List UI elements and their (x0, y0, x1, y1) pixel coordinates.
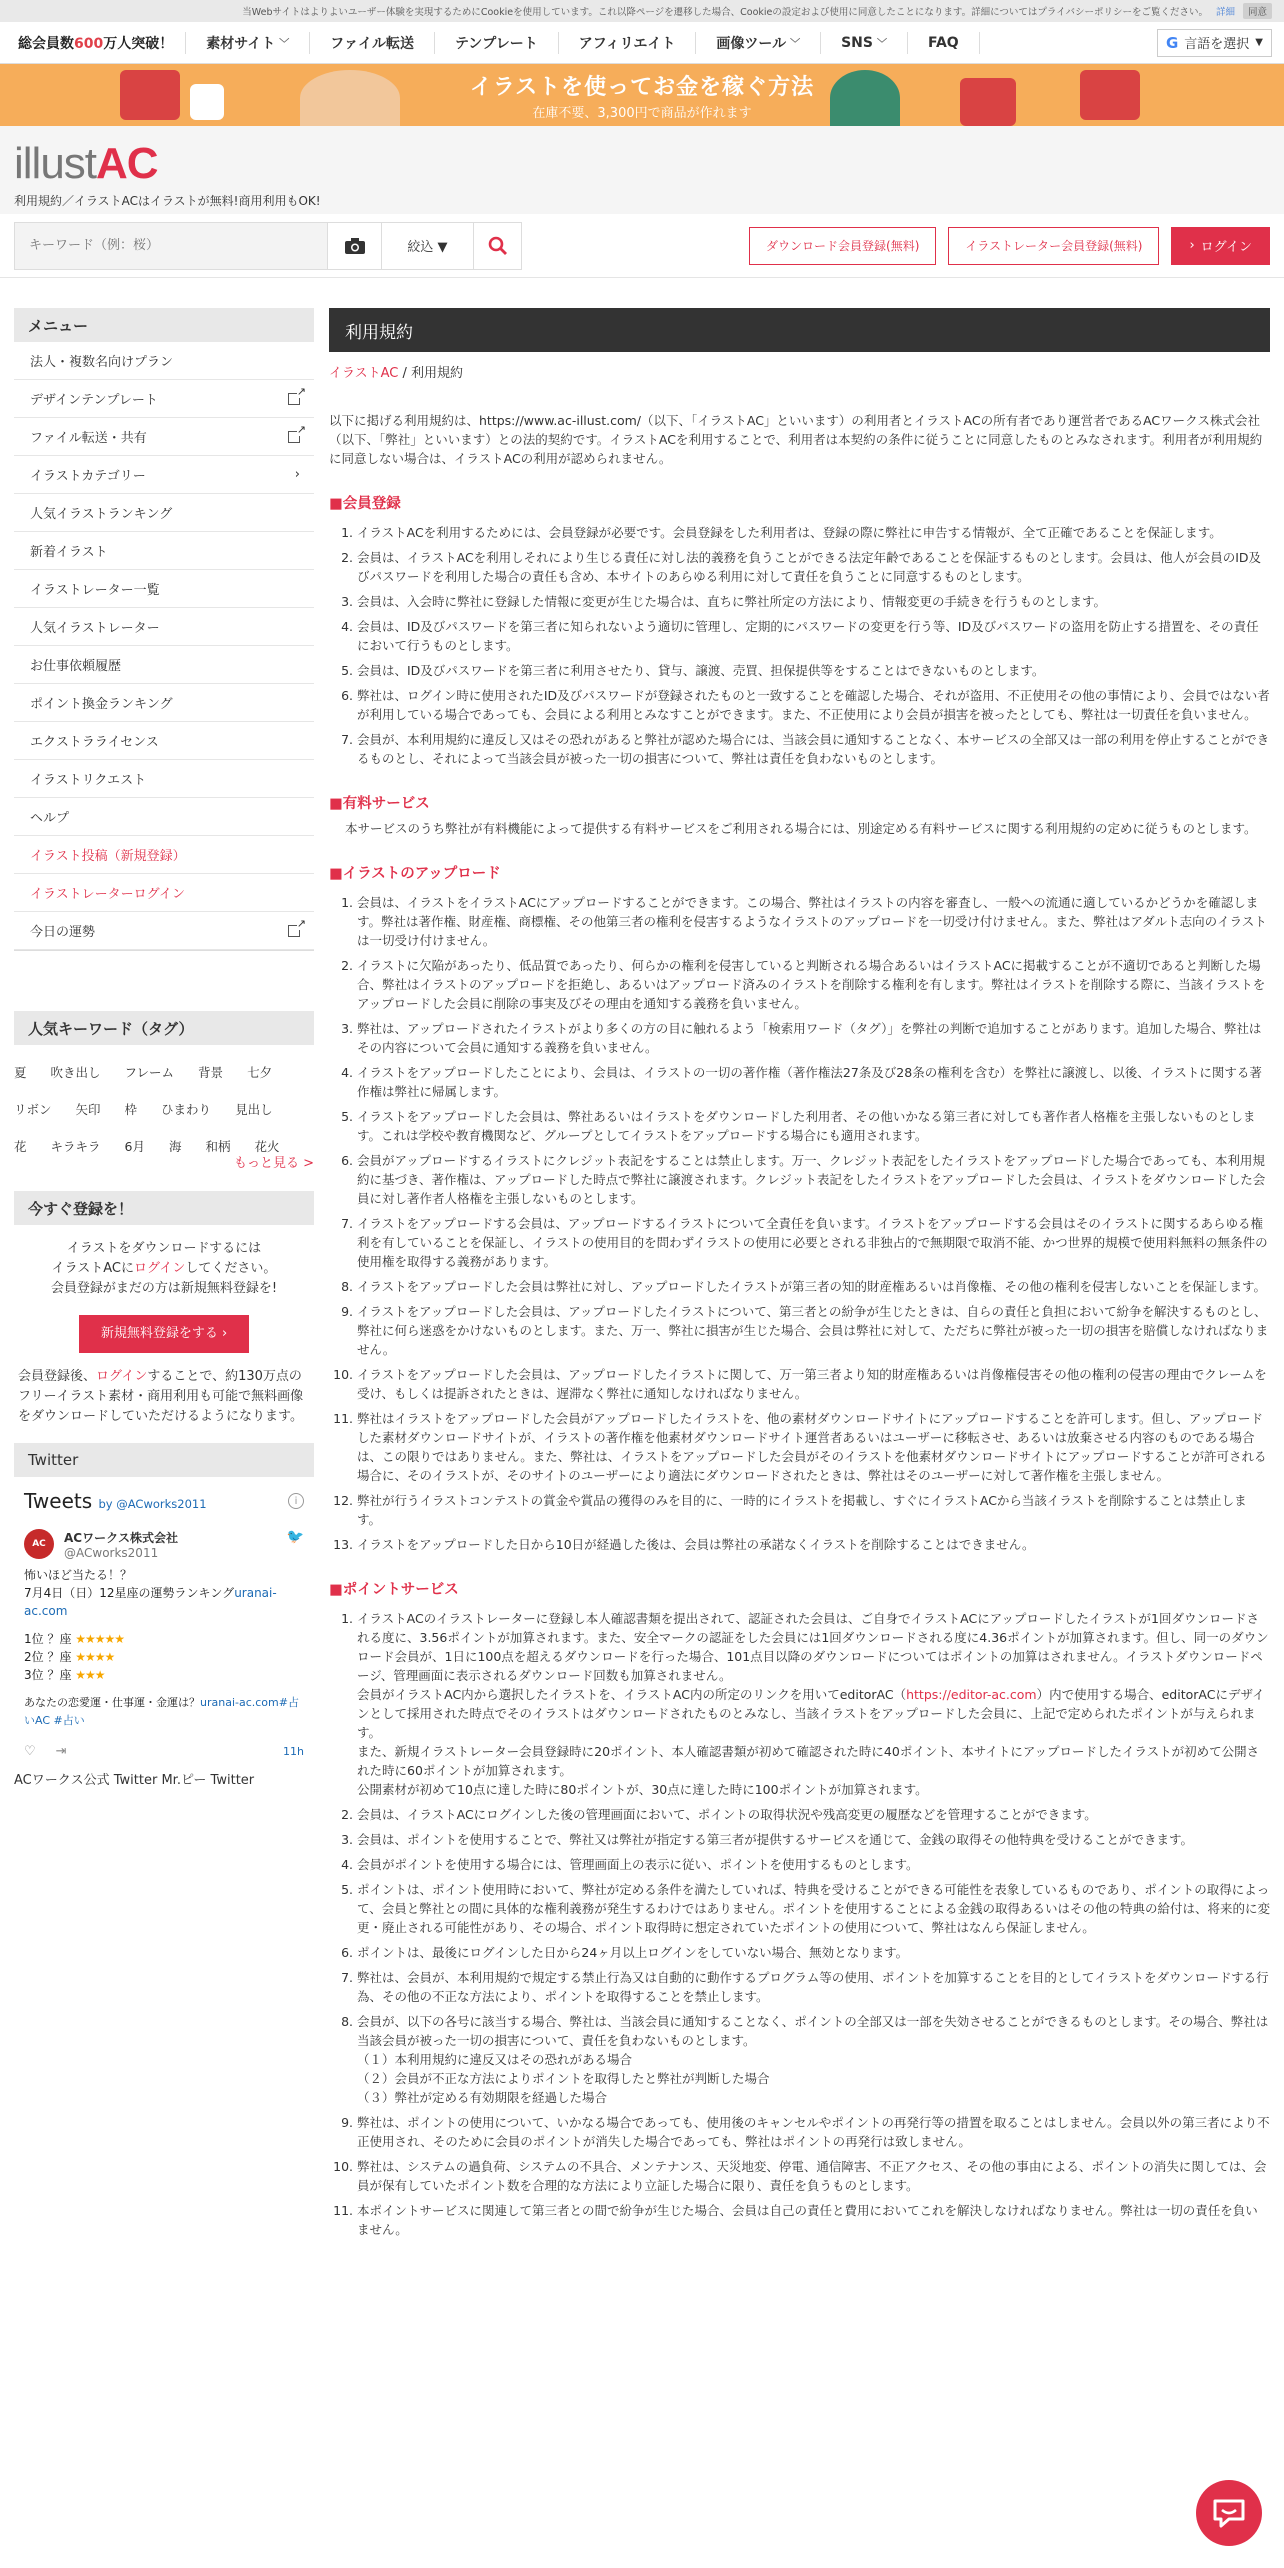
point-list (329, 1609, 1270, 2239)
list-item: 13. イラストをアップロードした日から10日が経過した後は、会員は弊社の承諾なくイラストを削除することはできません。 (357, 1535, 1270, 1554)
section-heading: ■ポイントサービス (329, 1582, 459, 1598)
sidebar-item-category[interactable]: イラストカテゴリー › (14, 456, 314, 494)
list-item: 3. 会員は、入会時に弊社に登録した情報に変更が生じた場合は、直ちに弊社所定の方法により、情報変更の手続きを行うものとします。 (357, 592, 1270, 611)
site-tagline: 利用規約／イラストACはイラストが無料!商用利用もOK! (14, 194, 321, 208)
main-content (329, 308, 1270, 2245)
login-link[interactable]: ログイン (133, 1261, 186, 1276)
cookie-detail-link[interactable]: 詳細 (1215, 7, 1235, 18)
person-illustration (830, 70, 900, 126)
breadcrumb: イラストAC / 利用規約 (329, 366, 464, 381)
tshirt-illustration (120, 70, 180, 120)
twitter-timeline: Tweets by @ACworks2011 i AC ACワークス株式会社 @ACworks2011 🐦 怖いほど当たる！？ 7月4日（日）12星座の運勢ランキングuranai-ac.com 1位 ？座 ★★★★★ 2位 ？座 ★★★★ 3位 ？座 ★★★ あなたの恋愛運・仕事運・金運は？uranai-ac.com#占いAC #占い ♡ ⇥ 11h (24, 1489, 304, 1759)
heart-icon[interactable]: ♡ (24, 1744, 36, 1759)
list-item: 7. 弊社は、会員が、本利用規約で規定する禁止行為又は自動的に動作するプログラム等の使用、ポイントを加算することを目的としてイラストをダウンロードする行為、その他の不正な方法により、ポイントを取得することを禁止します。 (357, 1968, 1270, 2006)
section-heading: ■イラストのアップロード (329, 866, 501, 882)
top-nav (0, 22, 1284, 64)
list-item: 6. 弊社は、ログイン時に使用されたID及びパスワードが登録されたものと一致することを確認した場合、それが盗用、不正使用その他の事情により、会員ではない者が利用している場合であっても、会員による利用とみなすことができます。また、不正使用により会員が損害を被ったとしても、弊社は一切責任を負いません。 (357, 686, 1270, 724)
external-link-icon (288, 393, 300, 405)
sidebar-item-post-illust[interactable]: イラスト投稿（新規登録） (14, 836, 314, 874)
site-logo[interactable]: illustAC (14, 139, 158, 188)
sidebar-item-help[interactable]: ヘルプ (14, 798, 314, 836)
list-item: 12. 弊社が行うイラストコンテストの賞金や賞品の獲得のみを目的に、一時的にイラストを掲載し、すぐにイラストACから当該イラストを削除することは禁止します。 (357, 1491, 1270, 1529)
list-item: 5. イラストをアップロードした会員は、弊社あるいはイラストをダウンロードした利用者、その他いかなる第三者に対しても著作者人格権を主張しないものとします。これは学校や教育機関など、グループとしてイラストをアップロードする場合にも適用されます。 (357, 1107, 1270, 1145)
upload-list (329, 893, 1270, 1554)
nav-faq[interactable]: FAQ (907, 32, 980, 54)
sidebar-menu (14, 342, 314, 951)
keyword-tag[interactable]: フレーム (124, 1064, 175, 1080)
tweet-time[interactable]: 11h (283, 1745, 304, 1758)
share-icon[interactable]: ⇥ (55, 1744, 67, 1759)
keyword-tag[interactable]: リボン (14, 1101, 52, 1117)
list-item: 4. 会員がポイントを使用する場合には、管理画面上の表示に従い、ポイントを使用するものとします。 (357, 1855, 1270, 1874)
info-icon[interactable]: i (288, 1493, 304, 1509)
chat-icon (1211, 2497, 1247, 2529)
register-heading: 今すぐ登録を！ (14, 1191, 314, 1225)
cookie-notice (0, 0, 1284, 22)
keyword-tag[interactable]: 背景 (198, 1064, 224, 1080)
banner-title: イラストを使ってお金を稼ぐ方法 (469, 74, 815, 100)
list-item: 2. 会員は、イラストACにログインした後の管理画面において、ポイントの取得状況や残高変更の履歴などを管理することができます。 (357, 1805, 1270, 1824)
keyword-tag[interactable]: 矢印 (75, 1101, 101, 1117)
list-item: 3. 会員は、ポイントを使用することで、弊社又は弊社が指定する第三者が提供するサービスを通じて、金銭の取得その他特典を受けることができます。 (357, 1830, 1270, 1849)
sidebar-item-request[interactable]: イラストリクエスト (14, 760, 314, 798)
banner-subtitle: 在庫不要、3,300円で商品が作れます (532, 105, 752, 121)
tweet-author[interactable]: AC ACワークス株式会社 @ACworks2011 🐦 (24, 1529, 304, 1560)
login-link[interactable]: ログイン (96, 1369, 148, 1384)
search-input[interactable] (15, 223, 327, 269)
list-item: 5. 会員は、ID及びパスワードを第三者に利用させたり、貸与、譲渡、売買、担保提供等をすることはできないものとします。 (357, 661, 1270, 680)
camera-icon[interactable] (327, 223, 381, 269)
twitter-footer-links[interactable]: ACワークス公式 Twitter Mr.ピー Twitter (14, 1773, 255, 1788)
tweet-link[interactable]: uranai-ac.com#占いAC #占い (24, 1696, 299, 1727)
download-member-register-button[interactable]: ダウンロード会員登録(無料) (749, 227, 936, 265)
list-item: 8. 会員が、以下の各号に該当する場合、弊社は、当該会員に通知することなく、ポイントの全部又は一部を失効させることができるものとします。その場合、弊社は当該会員が被った一切の損害について、責任を負わないものとします。 （１）本利用規約に違反又はその恐れがある場合 （２）会員が不正な方法によりポイントを取得したと弊社が判断した場合 （３）弊社が定める有効期限を経過した場合 (357, 2012, 1270, 2107)
cookie-agree-button[interactable]: 同意 (1243, 3, 1272, 19)
cookie-text: 当Webサイトはよりよいユーザー体験を実現するためにCookieを使用しています。これ以降ページを遷移した場合、Cookieの設定および使用に同意したことになります。詳細についてはプライバシーポリシーをご覧ください。 (242, 7, 1208, 18)
keyword-tag[interactable]: キラキラ (50, 1138, 101, 1154)
list-item: 5. ポイントは、ポイント使用時において、弊社が定める条件を満たしていれば、特典を受けることができる可能性を表象しているものであり、ポイントの取得によって、会員と弊社との間に具体的な権利義務が発生するわけではありません。ポイントを使用することによる金銭の取得あるいはその他の特典の給付は、将来的に変更・廃止される可能性があり、その場合、ポイント取得時に想定されていたポイントの使用について、弊社はなんら保証しません。 (357, 1880, 1270, 1937)
list-item: 2. イラストに欠陥があったり、低品質であったり、何らかの権利を侵害していると判断される場合あるいはイラストACに掲載することが不適切であると判断した場合、弊社はイラストのアップロードを拒絶し、あるいはアップロード済みのイラストを削除する権利を有します。弊社はイラストを削除する際に、当該イラストをアップロードした会員に削除の事実及びその理由を通知する義務を負いません。 (357, 956, 1270, 1013)
nav-image-tools[interactable]: 画像ツール ﹀ (695, 32, 820, 54)
mug-illustration (190, 84, 224, 120)
sidebar-item-fortune[interactable]: 今日の運勢 ↗ (14, 912, 314, 950)
sidebar-item-extra-license[interactable]: エクストラライセンス (14, 722, 314, 760)
nav-file-transfer[interactable]: ファイル転送 (309, 32, 434, 54)
sidebar-item-corporate-plan[interactable]: 法人・複数名向けプラン (14, 342, 314, 380)
avatar: AC (24, 1529, 54, 1559)
member-count: 総会員数600万人突破！ (18, 35, 174, 52)
sidebar-item-point-ranking[interactable]: ポイント換金ランキング (14, 684, 314, 722)
register-box: イラストをダウンロードするには イラストACにログインしてください。 会員登録がまだの方は新規無料登録を! 新規無料登録をする › 会員登録後、ログインすることで、約130万点のフリーイラスト素材・商用利用も可能で無料画像をダウンロードしていただけるようになります。 (18, 1241, 304, 1424)
intro-text: 以下に掲げる利用規約は、https://www.ac-illust.com/（以下、「イラストAC」といいます）の利用者とイラストACの所有者であり運営者であるACワークス株式会社（以下、「弊社」といいます）との法的契約です。イラストACを利用することで、利用者は本契約の条件に従うことに同意したものとみなされます。利用者が利用規約に同意しない場合は、イラストACの利用が認められません。 (329, 413, 1263, 466)
external-link-icon (288, 431, 300, 443)
nav-affiliate[interactable]: アフィリエイト (558, 32, 696, 54)
sidebar-item-file-transfer[interactable]: ファイル転送・共有 ↗ (14, 418, 314, 456)
list-item: 11. 弊社はイラストをアップロードした会員がアップロードしたイラストを、他の素材ダウンロードサイトにアップロードすることを許可します。但し、アップロードした素材ダウンロードサイトが、イラストの著作権を他素材ダウンロードサイト運営者あるいはユーザーに移転させ、あるいは放棄させる内容のものである場合は、この限りではありません。また、弊社は、イラストをアップロードした会員がそのイラストを他素材ダウンロードサイトにアップロードすることが許可される場合に、そのイラストが、そのサイトのユーザーにより適法にダウンロードされたときは、弊社はそのユーザーに対して著作権を主張しません。 (357, 1409, 1270, 1485)
logo-area (0, 126, 1284, 214)
nav-template[interactable]: テンプレート (434, 32, 558, 54)
twitter-bird-icon: 🐦 (286, 1529, 304, 1545)
language-select[interactable]: G 言語を選択 ▼ (1157, 29, 1272, 57)
filter-select[interactable]: 絞込 ▼ (381, 223, 473, 269)
section-heading: ■会員登録 (329, 496, 401, 512)
bag-illustration (960, 78, 1016, 126)
list-item: 2. 会員は、イラストACを利用しそれにより生じる責任に対し法的義務を負うことができる法定年齢であることを保証するものとします。会員は、他人が会員のID及びパスワードを利用した場合の責任も含め、本サイトのあらゆる利用に対して責任を負うことに同意するものとします。 (357, 548, 1270, 586)
keyword-tag[interactable]: 海 (168, 1138, 182, 1154)
keyword-tag[interactable]: 七夕 (247, 1064, 273, 1080)
tweet-text: 怖いほど当たる！？ 7月4日（日）12星座の運勢ランキングuranai-ac.com 1位 ？座 ★★★★★ 2位 ？座 ★★★★ 3位 ？座 ★★★ あなたの恋愛運・仕事運・金運は？uranai-ac.com#占いAC #占い (24, 1568, 299, 1727)
keyword-heading: 人気キーワード（タグ） (14, 1011, 314, 1045)
keyword-tag[interactable]: ひまわり (161, 1101, 212, 1117)
list-item: 11. 本ポイントサービスに関連して第三者との間で紛争が生じた場合、会員は自己の責任と費用においてこれを解決しなければなりません。弊社は一切の責任を負いません。 (357, 2201, 1270, 2239)
sidebar-item-ranking[interactable]: 人気イラストランキング (14, 494, 314, 532)
sidebar-item-illustrator-login[interactable]: イラストレーターログイン (14, 874, 314, 912)
membership-list (329, 523, 1270, 768)
twitter-heading: Twitter (14, 1443, 314, 1477)
list-item: 6. 会員がアップロードするイラストにクレジット表記をすることは禁止します。万一、クレジット表記をしたイラストをアップロードした場合であっても、本利用規約に基づき、著作権は、アップロードした時点で弊社に譲渡されます。クレジット表記をしたイラストをアップロードした会員は、イラストをダウンロードした会員に対し著作者人格権を主張しないものとします。 (357, 1151, 1270, 1208)
twitter-handle-link[interactable]: by @ACworks2011 (98, 1497, 207, 1511)
sidebar-item-popular-illustrators[interactable]: 人気イラストレーター (14, 608, 314, 646)
sidebar (14, 308, 314, 2245)
list-item: 6. ポイントは、最後にログインした日から24ヶ月以上ログインをしていない場合、無効となります。 (357, 1943, 1270, 1962)
sidebar-item-job-history[interactable]: お仕事依頼履歴 (14, 646, 314, 684)
chevron-down-icon: ﹀ (279, 39, 290, 50)
chat-button[interactable] (1196, 2480, 1262, 2546)
keyword-tag[interactable]: 枠 (124, 1101, 138, 1117)
list-item: 8. イラストをアップロードした会員は弊社に対し、アップロードしたイラストが第三者の知的財産権あるいは肖像権、その他の権利を侵害しないことを保証します。 (357, 1277, 1270, 1296)
keyword-tag[interactable]: 6月 (124, 1138, 145, 1154)
list-item: 4. イラストをアップロードしたことにより、会員は、イラストの一切の著作権（著作権法27条及び28条の権利を含む）を弊社に譲渡し、以後、イラストに関する著作権は弊社に帰属します。 (357, 1063, 1270, 1101)
paid-service-text: 本サービスのうち弊社が有料機能によって提供する有料サービスをご利用される場合には、別途定める有料サービスに関する利用規約の定めに従うものとします。 (345, 821, 1257, 836)
person-illustration (300, 70, 400, 126)
breadcrumb-home[interactable]: イラストAC (329, 366, 399, 381)
illustrator-register-button[interactable]: イラストレーター会員登録(無料) (948, 227, 1159, 265)
list-item: 1. イラストACのイラストレーターに登録し本人確認書類を提出されて、認証された会員は、ご自身でイラストACにアップロードしたイラストが1回ダウンロードされる度に、3.56ポイントが加算されます。また、安全マークの認証をした会員には1回ダウンロードされる度に4.36ポイントが加算されます。但し、同一のダウンロード会員が、1日に100点を超えるダウンロードを行った場合、101点目以降のダウンロードについてはポイントの加算はされません。イラストダウンロードページ、管理画面に表示されるダウンロード回数も加算されません。 会員がイラストAC内から選択したイラストを、イラストAC内の所定のリンクを用いてeditorAC（https://editor-ac.com）内で使用する場合、editorACにデザインとして採用された時点でそのイラストはダウンロードされたものとみなし、当該イラストをアップロードした会員に、上記で定められたポイントが与えられます。 また、新規イラストレーター会員登録時に20ポイント、本人確認書類が初めて確認された時に40ポイント、本サイトにアップロードしたイラストが初めて公開された時に60ポイントが加算されます。 公開素材が初めて10点に達した時に80ポイントが、30点に達した時に100ポイントが加算されます。 (357, 1609, 1270, 1799)
list-item: 3. 弊社は、アップロードされたイラストがより多くの方の目に触れるよう「検索用ワード（タグ）」を弊社の判断で追加することがあります。追加した場合、弊社はその内容について会員に通知する義務を負いません。 (357, 1019, 1270, 1057)
sidebar-item-design-template[interactable]: デザインテンプレート ↗ (14, 380, 314, 418)
keyword-tag[interactable]: 花火 (254, 1138, 280, 1154)
more-keywords-link[interactable]: もっと見る > (233, 1156, 314, 1171)
list-item: 1. 会員は、イラストをイラストACにアップロードすることができます。この場合、弊社はイラストの内容を審査し、一般への流通に適しているかどうかを確認します。弊社は著作権、財産権、商標権、その他第三者の権利を侵害するようなイラストのアップロードを一切受け付けません。また、弊社はアダルト志向のイラストは一切受け付けません。 (357, 893, 1270, 950)
list-item: 9. イラストをアップロードした会員は、アップロードしたイラストについて、第三者との紛争が生じたときは、自らの責任と負担において紛争を解決するものとし、弊社に何ら迷惑をかけないものとします。また、万一、弊社に損害が生じた場合、会員は弊社に対して、ただちに弊社が被った一切の損害を賠償しなければなりません。 (357, 1302, 1270, 1359)
keyword-list (14, 1045, 314, 1164)
search-icon[interactable] (473, 223, 521, 269)
free-register-button[interactable]: 新規無料登録をする › (79, 1315, 249, 1353)
tweet-link[interactable]: uranai-ac.com (24, 1586, 277, 1618)
chevron-down-icon: ﹀ (790, 39, 801, 50)
list-item: 1. イラストACを利用するためには、会員登録が必要です。会員登録をした利用者は、登録の際に弊社に申告する情報が、全て正確であることを保証します。 (357, 523, 1270, 542)
list-item: 9. 弊社は、ポイントの使用について、いかなる場合であっても、使用後のキャンセルやポイントの再発行等の措置を取ることはしません。会員以外の第三者により不正使用され、そのために会員のポイントが消失した場合であっても、弊社はポイントの再発行は致しません。 (357, 2113, 1270, 2151)
list-item: 7. 会員が、本利用規約に違反し又はその恐れがあると弊社が認めた場合には、当該会員に通知することなく、本サービスの全部又は一部の利用を停止することができるものとし、それによって当該会員が被った一切の損害について、弊社は責任を負わないものとします。 (357, 730, 1270, 768)
login-button[interactable]: › ログイン (1171, 227, 1270, 265)
editor-ac-link[interactable]: https://editor-ac.com (906, 1687, 1037, 1702)
keyword-tag[interactable]: 吹き出し (50, 1064, 101, 1080)
sidebar-item-illustrators[interactable]: イラストレーター一覧 (14, 570, 314, 608)
list-item: 7. イラストをアップロードする会員は、アップロードするイラストについて全責任を負います。イラストをアップロードする会員はそのイラストに関するあらゆる権利を有していることを保証し、イラストの使用目的を問わずイラストの使用に必要とされる非独占的で無期限で取消不能、かつ世界的規模で使用料無料の無条件の使用権を取得する義務があります。 (357, 1214, 1270, 1271)
section-heading: ■有料サービス (329, 796, 430, 812)
keyword-tag[interactable]: 和柄 (205, 1138, 231, 1154)
menu-heading: メニュー (14, 308, 314, 342)
promo-banner[interactable] (0, 64, 1284, 126)
list-item: 4. 会員は、ID及びパスワードを第三者に知られないよう適切に管理し、定期的にパスワードの変更を行う等、ID及びパスワードの盗用を防止する措置を、その責任において行うものとします。 (357, 617, 1270, 655)
search-bar (0, 214, 1284, 278)
keyword-tag[interactable]: 夏 (14, 1064, 27, 1080)
external-link-icon (288, 925, 300, 937)
nav-sns[interactable]: SNS ﹀ (820, 32, 907, 54)
tshirt-illustration (1080, 70, 1140, 120)
list-item: 10. 弊社は、システムの過負荷、システムの不具合、メンテナンス、天災地変、停電、通信障害、不正アクセス、その他の事由による、ポイントの消失に関しては、会員が保有していたポイント数を合理的な方法により立証した場合に限り、責任を負うものとします。 (357, 2157, 1270, 2195)
google-icon: G (1165, 33, 1179, 52)
sidebar-item-new[interactable]: 新着イラスト (14, 532, 314, 570)
chevron-right-icon: › (294, 467, 300, 482)
keyword-tag[interactable]: 花 (14, 1138, 27, 1154)
nav-material-sites[interactable]: 素材サイト ﹀ (185, 32, 309, 54)
chevron-down-icon: ﹀ (876, 39, 887, 50)
keyword-tag[interactable]: 見出し (235, 1101, 273, 1117)
page-title: 利用規約 (329, 308, 1270, 352)
chevron-down-icon: ▼ (1255, 37, 1263, 48)
chevron-right-icon: › (1189, 238, 1195, 253)
list-item: 10. イラストをアップロードした会員は、アップロードしたイラストに関して、万一第三者より知的財産権あるいは肖像権侵害その他の権利の侵害の理由でクレームを受け、もしくは提訴されたときは、遅滞なく弊社に通知しなければなりません。 (357, 1365, 1270, 1403)
